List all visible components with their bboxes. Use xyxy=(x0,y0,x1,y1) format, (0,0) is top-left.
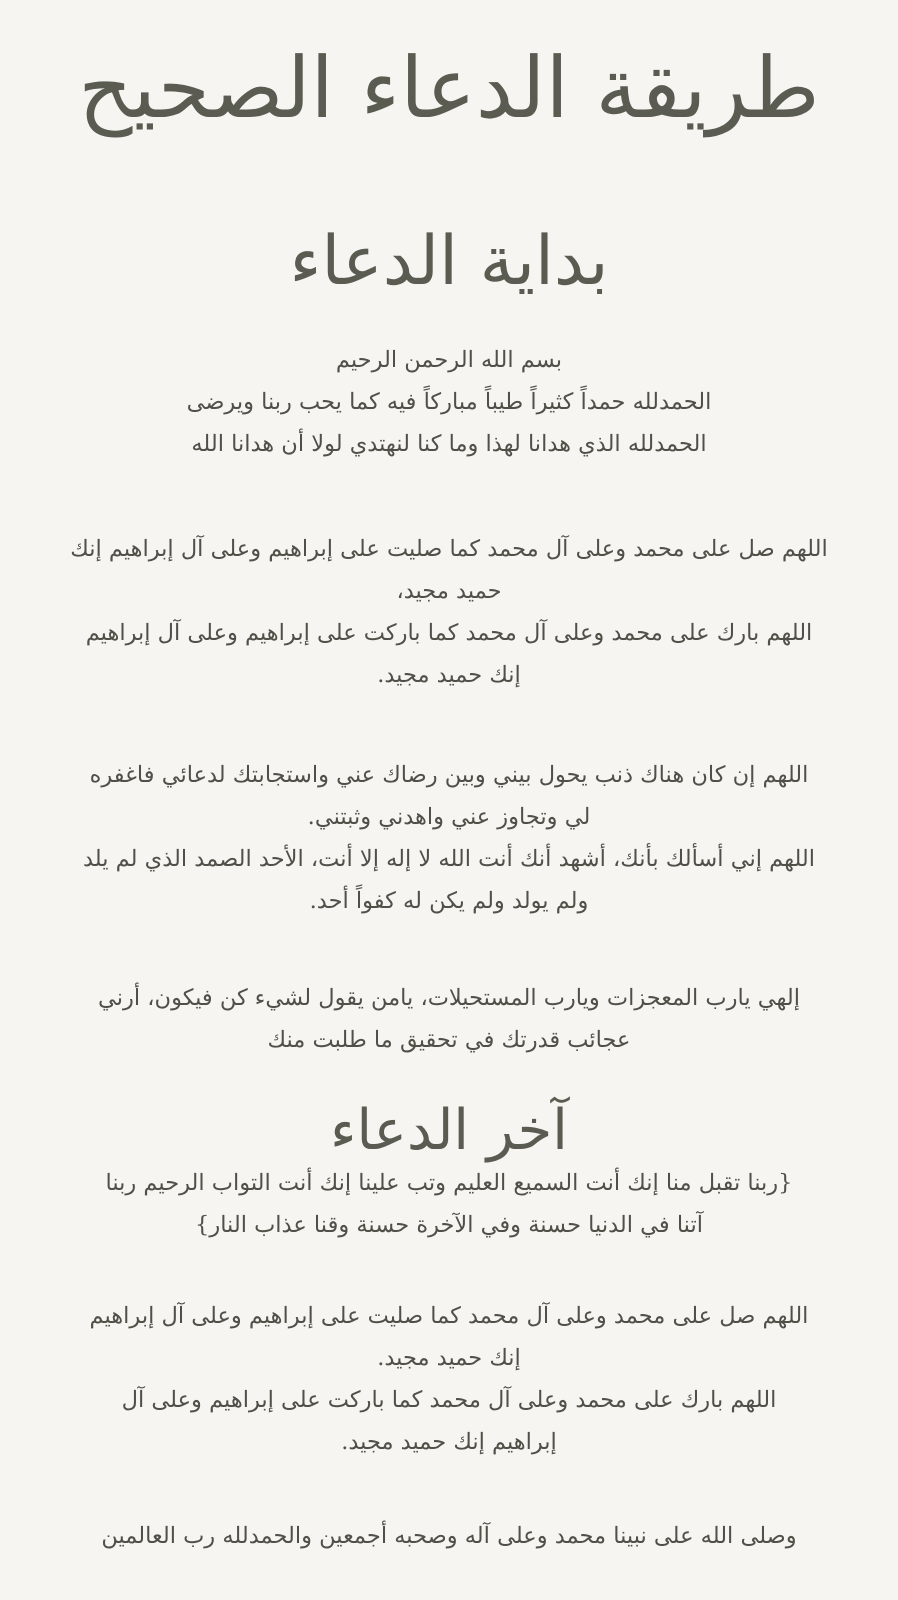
text-line: اللهم إن كان هناك ذنب يحول بيني وبين رضاك عني واستجابتك لدعائي فاغفره xyxy=(89,762,809,788)
text-line: اللهم بارك على محمد وعلى آل محمد كما باركت على إبراهيم وعلى آل إبراهيم xyxy=(85,620,813,646)
text-line: حميد مجيد، xyxy=(396,578,502,604)
text-line: إبراهيم إنك حميد مجيد. xyxy=(341,1429,557,1455)
page-title: طريقة الدعاء الصحيح xyxy=(78,39,820,137)
text-line: إنك حميد مجيد. xyxy=(377,1345,521,1371)
text-line: آتنا في الدنيا حسنة وفي الآخرة حسنة وقنا عذاب النار} xyxy=(195,1212,703,1238)
text-line: ولم يولد ولم يكن له كفواً أحد. xyxy=(309,888,589,914)
text-line: اللهم صل على محمد وعلى آل محمد كما صليت على إبراهيم وعلى آل إبراهيم xyxy=(89,1303,809,1329)
text-line: الحمدلله الذي هدانا لهذا وما كنا لنهتدي لولا أن هدانا الله xyxy=(191,431,707,457)
end-section-heading: آخر الدعاء xyxy=(330,1098,568,1163)
text-line: إلهي يارب المعجزات ويارب المستحيلات، يامن يقول لشيء كن فيكون، أرني xyxy=(98,985,800,1011)
text-line: {ربنا تقبل منا إنك أنت السميع العليم وتب علينا إنك أنت التواب الرحيم ربنا xyxy=(105,1170,793,1196)
request-paragraph xyxy=(10,977,888,1061)
opening-praise-paragraph xyxy=(10,339,888,465)
text-line: لي وتجاوز عني واهدني وثبتني. xyxy=(307,804,591,830)
text-line: اللهم بارك على محمد وعلى آل محمد كما باركت على إبراهيم وعلى آل xyxy=(121,1387,777,1413)
salawat-paragraph xyxy=(10,528,888,696)
final-blessing-paragraph xyxy=(10,1515,888,1557)
start-section-heading: بداية الدعاء xyxy=(289,222,609,301)
text-line: إنك حميد مجيد. xyxy=(377,662,521,688)
text-line: اللهم إني أسألك بأنك، أشهد أنك أنت الله لا إله إلا أنت، الأحد الصمد الذي لم يلد xyxy=(82,846,816,872)
text-line: الحمدلله حمداً كثيراً طيباً مباركاً فيه كما يحب ربنا ويرضى xyxy=(186,389,712,415)
closing-salawat-paragraph xyxy=(10,1295,888,1463)
forgiveness-paragraph xyxy=(10,754,888,922)
text-line: بسم الله الرحمن الرحيم xyxy=(335,347,563,373)
text-line: وصلى الله على نبينا محمد وعلى آله وصحبه أجمعين والحمدلله رب العالمين xyxy=(101,1523,797,1549)
text-line: عجائب قدرتك في تحقيق ما طلبت منك xyxy=(267,1027,631,1053)
text-line: اللهم صل على محمد وعلى آل محمد كما صليت على إبراهيم وعلى آل إبراهيم إنك xyxy=(70,536,828,562)
quran-verse-paragraph xyxy=(10,1162,888,1246)
